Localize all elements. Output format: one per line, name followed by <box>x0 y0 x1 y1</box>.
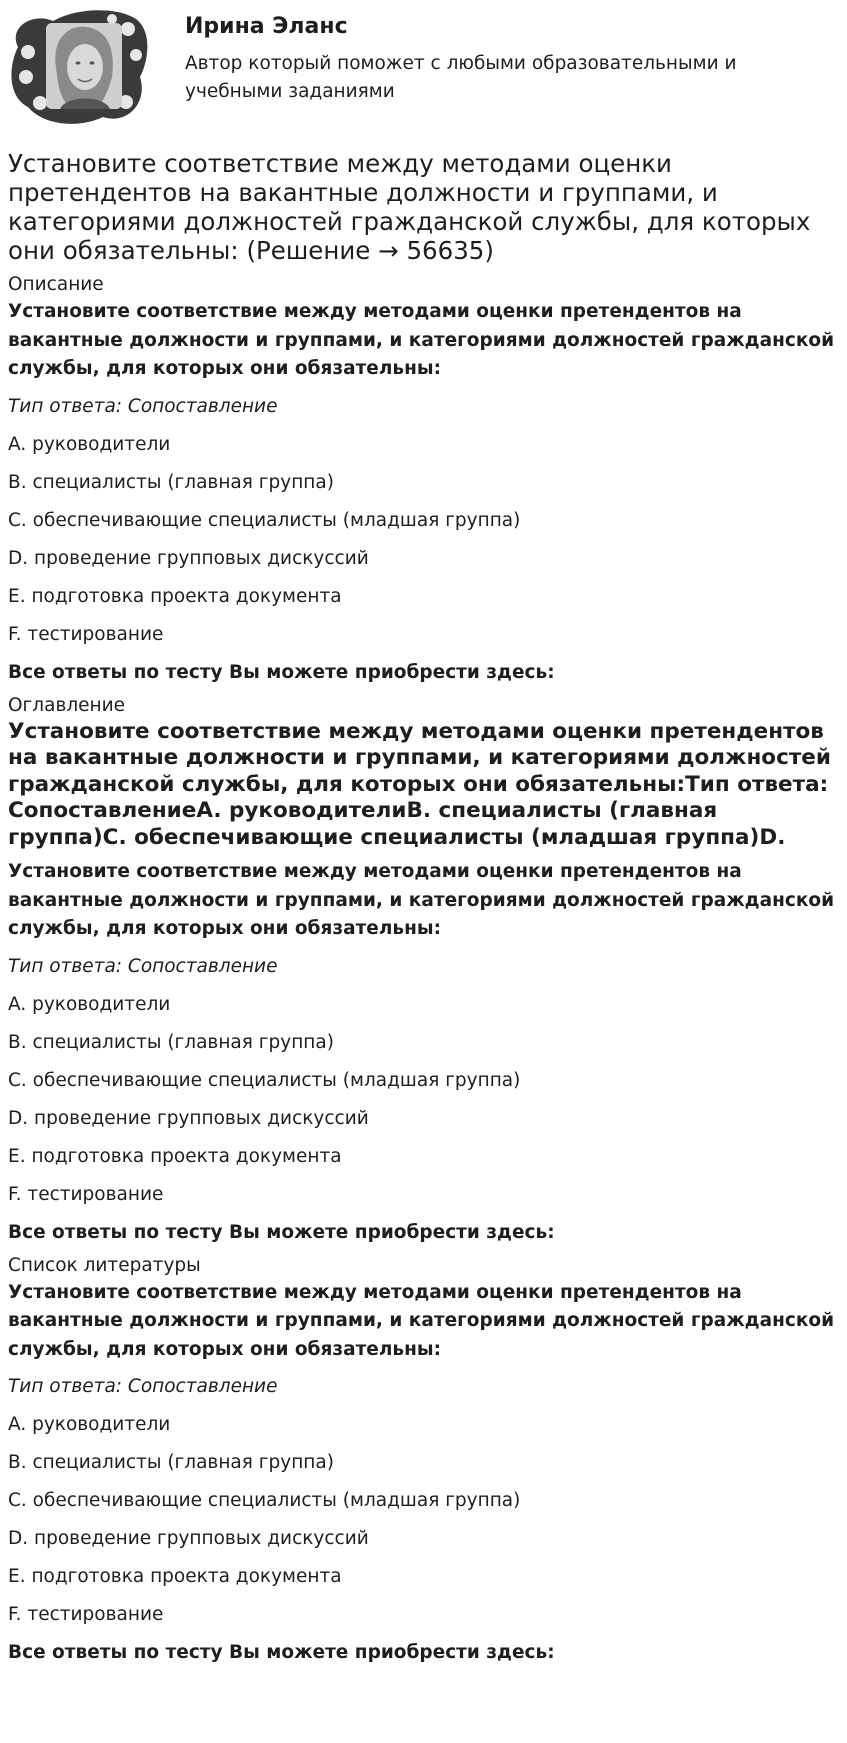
option-b: B. специалисты (главная группа) <box>8 1452 334 1473</box>
option-f: F. тестирование <box>8 1183 164 1205</box>
answer-type: Тип ответа: Сопоставление <box>8 395 278 417</box>
option-e: E. подготовка проекта документа <box>8 1145 342 1167</box>
buy-answers-text: Все ответы по тесту Вы можете приобрести здесь: <box>8 1642 555 1663</box>
option-d: D. проведение групповых дискуссий <box>8 547 369 569</box>
section-label-description: Описание <box>8 274 104 295</box>
page <box>8 0 840 1666</box>
author-name: Ирина Эланс <box>185 14 348 39</box>
author-avatar <box>8 7 148 125</box>
option-a: A. руководители <box>8 993 171 1015</box>
option-a: A. руководители <box>8 1414 171 1435</box>
answer-type: Тип ответа: Сопоставление <box>8 1376 278 1397</box>
option-c: C. обеспечивающие специалисты (младшая группа) <box>8 509 521 531</box>
option-d: D. проведение групповых дискуссий <box>8 1107 369 1129</box>
option-e: E. подготовка проекта документа <box>8 1566 342 1587</box>
option-f: F. тестирование <box>8 623 164 645</box>
answer-type: Тип ответа: Сопоставление <box>8 955 278 977</box>
author-description: Автор который поможет с любыми образовательными и учебными заданиями <box>185 53 737 102</box>
option-e: E. подготовка проекта документа <box>8 585 342 607</box>
buy-answers-text: Все ответы по тесту Вы можете приобрести здесь: <box>8 661 555 683</box>
page-title: Установите соответствие между методами оценки претендентов на вакантные должности и группами, и категориями должностей гражданской службы, для которых они обязательны: (Решение → 56635) <box>8 149 811 265</box>
option-a: A. руководители <box>8 433 171 455</box>
option-c: C. обеспечивающие специалисты (младшая группа) <box>8 1490 521 1511</box>
option-f: F. тестирование <box>8 1604 164 1625</box>
toc-section <box>8 693 840 1246</box>
option-d: D. проведение групповых дискуссий <box>8 1528 369 1549</box>
option-b: B. специалисты (главная группа) <box>8 1031 334 1053</box>
option-b: B. специалисты (главная группа) <box>8 471 334 493</box>
section-label-literature: Список литературы <box>8 1254 201 1276</box>
buy-answers-text: Все ответы по тесту Вы можете приобрести здесь: <box>8 1221 555 1243</box>
question-text: Установите соответствие между методами оценки претендентов на вакантные должности и группами, и категориями должностей гражданской службы, для которых они обязательны: <box>8 1281 835 1360</box>
toc-heading: Установите соответствие между методами оценки претендентов на вакантные должности и группами, и категориями должностей гражданской службы, для которых они обязательны:Тип ответа: СопоставлениеA. руководителиB. специалисты (главная группа)C. обеспечивающие специалисты (младшая группа)D. <box>8 718 831 850</box>
question-text: Установите соответствие между методами оценки претендентов на вакантные должности и группами, и категориями должностей гражданской службы, для которых они обязательны: <box>8 861 835 939</box>
section-label-toc: Оглавление <box>8 694 126 716</box>
option-c: C. обеспечивающие специалисты (младшая группа) <box>8 1069 521 1091</box>
question-text: Установите соответствие между методами оценки претендентов на вакантные должности и группами, и категориями должностей гражданской службы, для которых они обязательны: <box>8 301 835 379</box>
literature-section <box>8 1253 840 1667</box>
author-card <box>8 0 840 135</box>
description-section <box>8 272 840 686</box>
